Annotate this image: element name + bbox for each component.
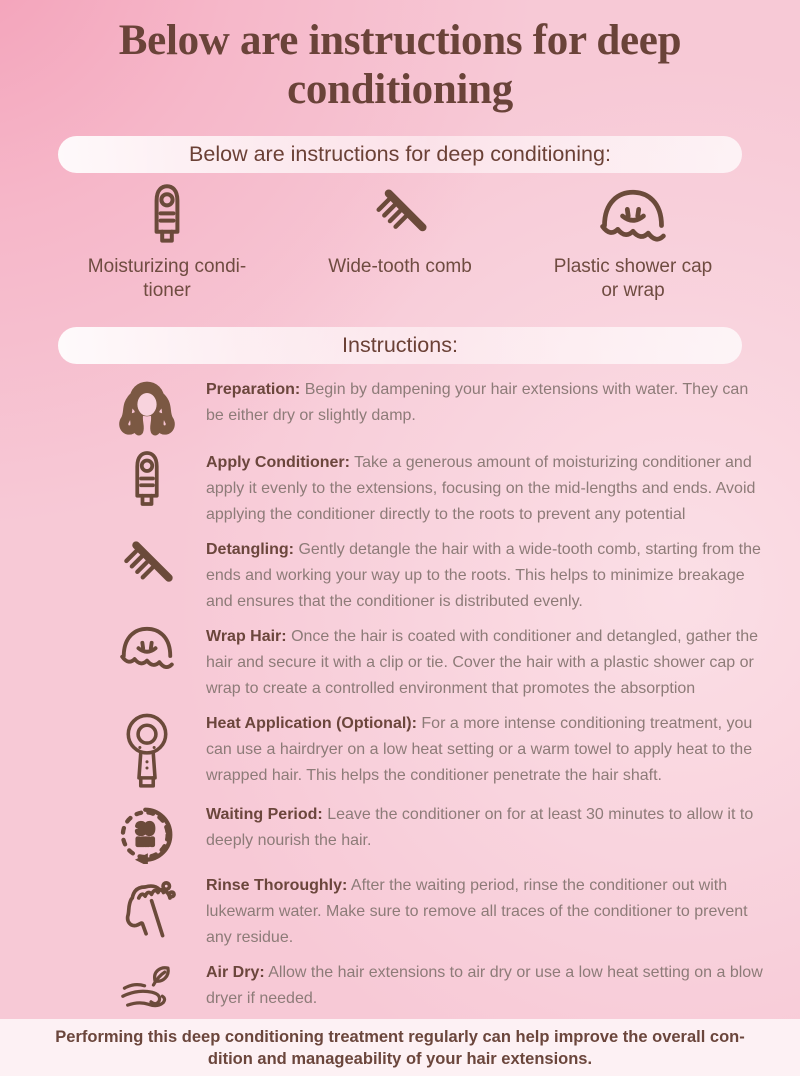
- page-title: Below are instructions for deep conditioning: [118, 17, 682, 114]
- step-text: [206, 802, 766, 864]
- step-title: Air Dry:: [206, 964, 265, 982]
- step-body: Gently detangle the hair with a wide-tooth comb, starting from the ends and working your way up to the roots. This helps to minimize breakage and ensures that the conditioner is distributed evenly.: [206, 541, 761, 611]
- banner-instructions-label: Instructions:: [342, 333, 458, 358]
- banner-instructions: [58, 327, 742, 364]
- step-text: [206, 537, 766, 615]
- air-dry-icon: [108, 960, 186, 1018]
- supply-label: [88, 255, 246, 303]
- step-text: [206, 711, 766, 793]
- step-title: Rinse Thoroughly:: [206, 877, 348, 895]
- timer-minutes-value: 30: [136, 820, 154, 838]
- supply-shower-cap: [528, 181, 738, 303]
- footer-line1: Performing this deep conditioning treatment regularly can help improve the overall con-: [55, 1027, 745, 1046]
- step-text: [206, 624, 766, 702]
- step-apply-conditioner: [108, 450, 800, 528]
- footer-line2: dition and manageability of your hair extensions.: [207, 1049, 593, 1068]
- supply-label-line1: Moisturizing condi-: [87, 256, 247, 278]
- step-body: Begin by dampening your hair extensions with water. They can be either dry or slightly damp.: [206, 381, 749, 425]
- step-body: After the waiting period, rinse the conditioner out with lukewarm water. Make sure to remove all traces of the conditioner to prevent any residue.: [206, 877, 748, 947]
- step-heat-application: [108, 711, 800, 793]
- supplies-row: [0, 181, 800, 303]
- step-text: [206, 960, 766, 1018]
- step-detangling: [108, 537, 800, 615]
- timer-30-min-icon: [108, 802, 186, 864]
- supply-label-line2: or wrap: [601, 280, 665, 302]
- step-text: [206, 450, 766, 528]
- conditioner-bottle-icon: [142, 181, 192, 247]
- supply-label-line2: tioner: [143, 280, 191, 302]
- conditioner-bottle-icon: [108, 450, 186, 528]
- supply-label: [328, 255, 472, 279]
- banner-deep-conditioning-label: Below are instructions for deep conditioning:: [189, 142, 611, 167]
- step-body: Allow the hair extensions to air dry or use a low heat setting on a blow dryer if needed.: [206, 964, 763, 1008]
- step-text: [206, 377, 766, 441]
- step-wrap-hair: [108, 624, 800, 702]
- step-preparation: [108, 377, 800, 441]
- wide-tooth-comb-icon: [108, 537, 186, 615]
- wide-tooth-comb-icon: [369, 181, 431, 247]
- step-title: Preparation:: [206, 381, 301, 399]
- footer-note: [0, 1019, 800, 1076]
- hair-icon: [108, 377, 186, 441]
- step-body: Once the hair is coated with conditioner and detangled, gather the hair and secure it with a clip or tie. Cover the hair with a plastic shower cap or wrap to create a controlled environment that promotes the absorption: [206, 628, 759, 698]
- rinse-hair-icon: [108, 873, 186, 951]
- step-title: Wrap Hair:: [206, 628, 287, 646]
- instruction-steps: [0, 377, 800, 1018]
- step-waiting-period: [108, 802, 800, 864]
- step-body: For a more intense conditioning treatment, you can use a hairdryer on a low heat setting or a warm towel to apply heat to the wrapped hair. This helps the conditioner penetrate the hair shaft.: [206, 715, 753, 785]
- banner-deep-conditioning: [58, 136, 742, 173]
- step-title: Detangling:: [206, 541, 294, 559]
- step-title: Heat Application (Optional):: [206, 715, 417, 733]
- step-air-dry: [108, 960, 800, 1018]
- supply-label-line1: Wide-tooth comb: [328, 256, 472, 278]
- step-rinse-thoroughly: [108, 873, 800, 951]
- supply-label-line1: Plastic shower cap: [553, 256, 713, 278]
- timer-minutes-unit: MIN: [136, 837, 154, 848]
- supply-label: [554, 255, 712, 303]
- shower-cap-icon: [595, 181, 671, 247]
- step-body: Take a generous amount of moisturizing conditioner and apply it evenly to the extensions, focusing on the mid-lengths and ends. Avoid applying the conditioner directly to the roots to prevent any potential: [206, 454, 756, 524]
- supply-moisturizing-conditioner: [62, 181, 272, 303]
- step-title: Apply Conditioner:: [206, 454, 350, 472]
- supply-wide-tooth-comb: [295, 181, 505, 303]
- shower-cap-icon: [108, 624, 186, 702]
- step-text: [206, 873, 766, 951]
- hairdryer-icon: [108, 711, 186, 793]
- step-body: Leave the conditioner on for at least 30 minutes to allow it to deeply nourish the hair.: [206, 806, 754, 850]
- step-title: Waiting Period:: [206, 806, 323, 824]
